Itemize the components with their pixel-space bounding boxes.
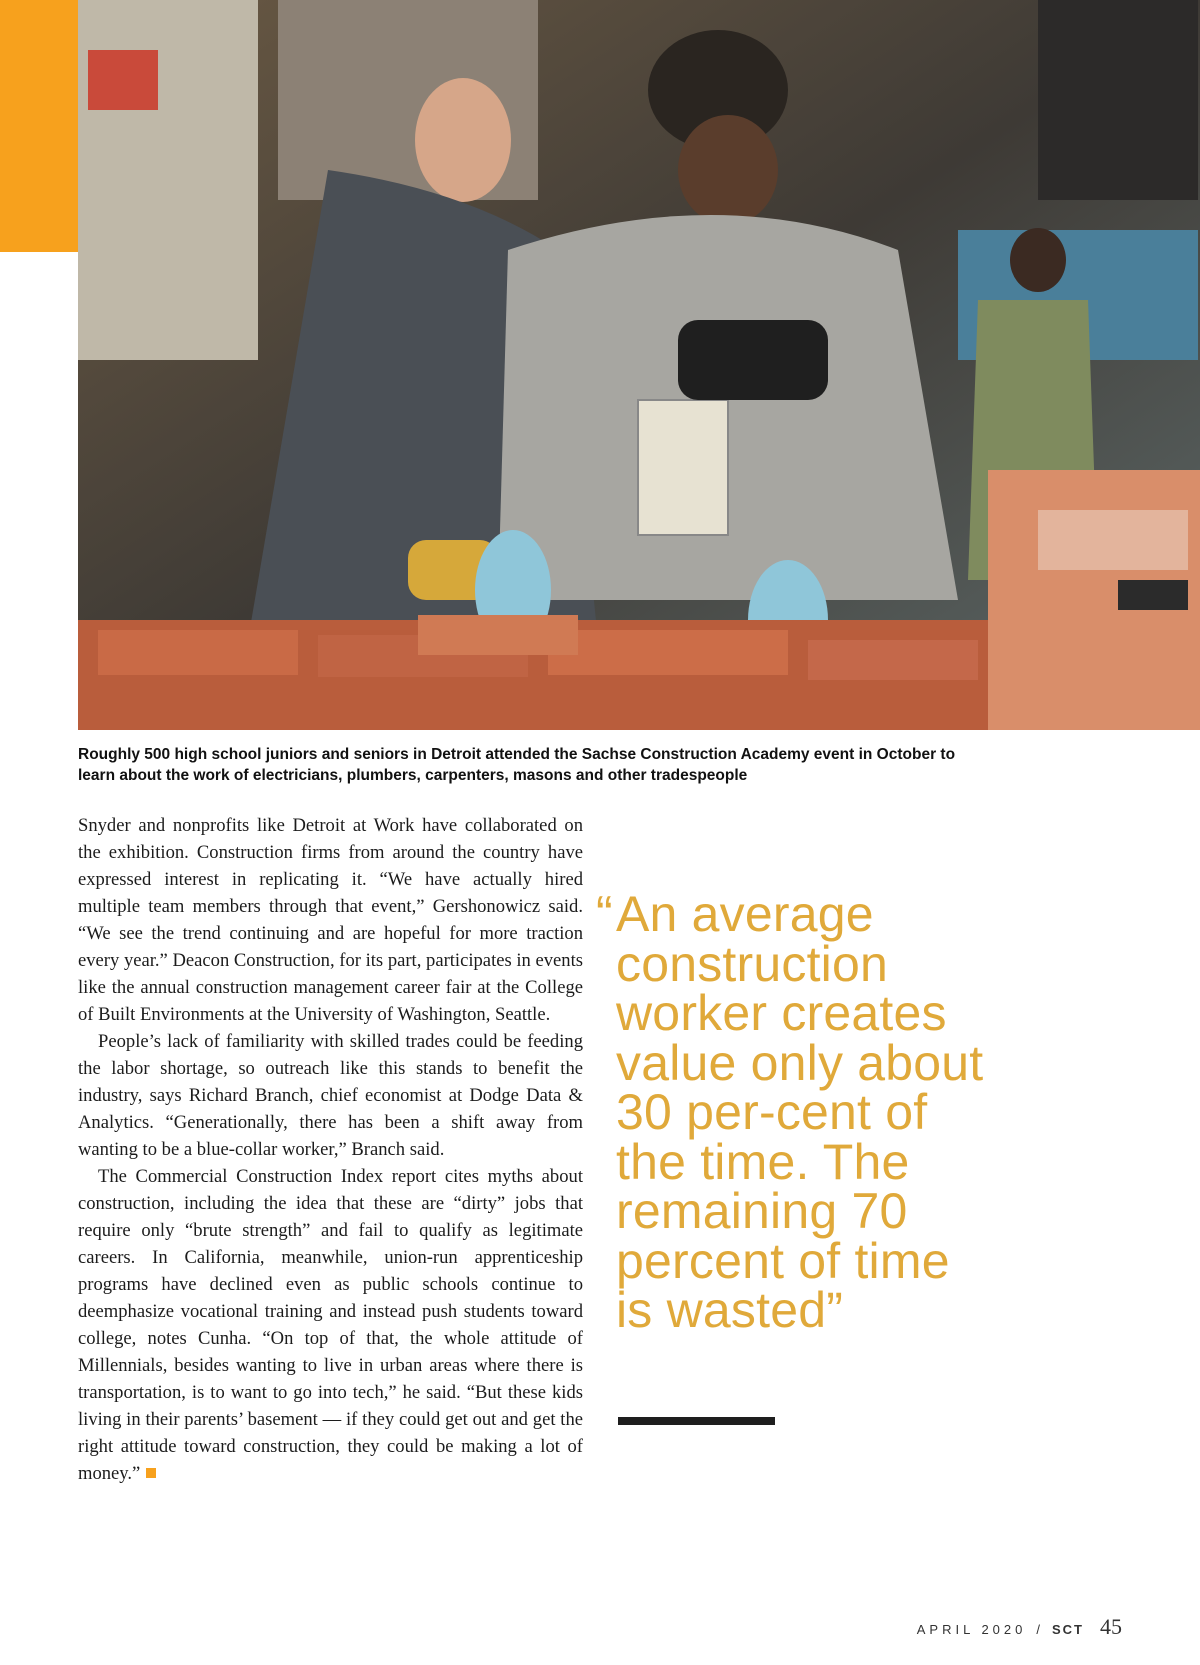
pull-quote-rule (618, 1417, 775, 1425)
pull-quote-open-mark: “ (596, 886, 613, 942)
pull-quote-text: An average construction worker creates value only about 30 per-cent of the time. The remaining 70 percent of time is wasted” (616, 886, 984, 1338)
end-of-article-mark (146, 1468, 156, 1478)
page-number: 45 (1100, 1614, 1122, 1639)
footer-date: APRIL 2020 (916, 1622, 1027, 1637)
footer-brand: SCT (1052, 1622, 1084, 1637)
article-paragraph-1: Snyder and nonprofits like Detroit at Work have collaborated on the exhibition. Construction firms from around the country have expressed interest in replicating it. “We have actually hired multiple team members through that event,” Gershonowicz said. “We see the trend continuing and are hopeful for more traction every year.” Deacon Construction, for its part, participates in events like the annual construction management career fair at the College of Built Environments at the University of Washington, Seattle. (78, 815, 583, 1025)
orange-accent-tab (0, 0, 78, 252)
photo-caption: Roughly 500 high school juniors and seniors in Detroit attended the Sachse Construction Academy event in October to learn about the work of electricians, plumbers, carpenters, masons and other tradespeople (78, 746, 956, 784)
article-paragraph-3 (78, 1163, 583, 1487)
page-footer (917, 1614, 1122, 1644)
footer-separator: / (1036, 1622, 1042, 1637)
article-paragraph-2: People’s lack of familiarity with skilled trades could be feeding the labor shortage, so outreach like this stands to benefit the industry, says Richard Branch, chief economist at Dodge Data & Analytics. “Generationally, there has been a shift away from wanting to be a blue-collar worker,” Branch said. (78, 1031, 583, 1160)
article-body (78, 812, 583, 1487)
article-paragraph-3-text: The Commercial Construction Index report cites myths about construction, including the idea that these are “dirty” jobs that require only “brute strength” and fail to qualify as legitimate careers. In California, meanwhile, union-run apprenticeship programs have declined even as public schools continue to deemphasize vocational training and instead push students toward college, notes Cunha. “On top of that, the whole attitude of Millennials, besides wanting to live in urban areas where there is transportation, is to want to go into tech,” he said. “But these kids living in their parents’ basement — if they could get out and get the right attitude toward construction, they could be making a lot of money.” (78, 1166, 583, 1484)
article-photo (78, 0, 1200, 730)
pull-quote (596, 886, 996, 1338)
